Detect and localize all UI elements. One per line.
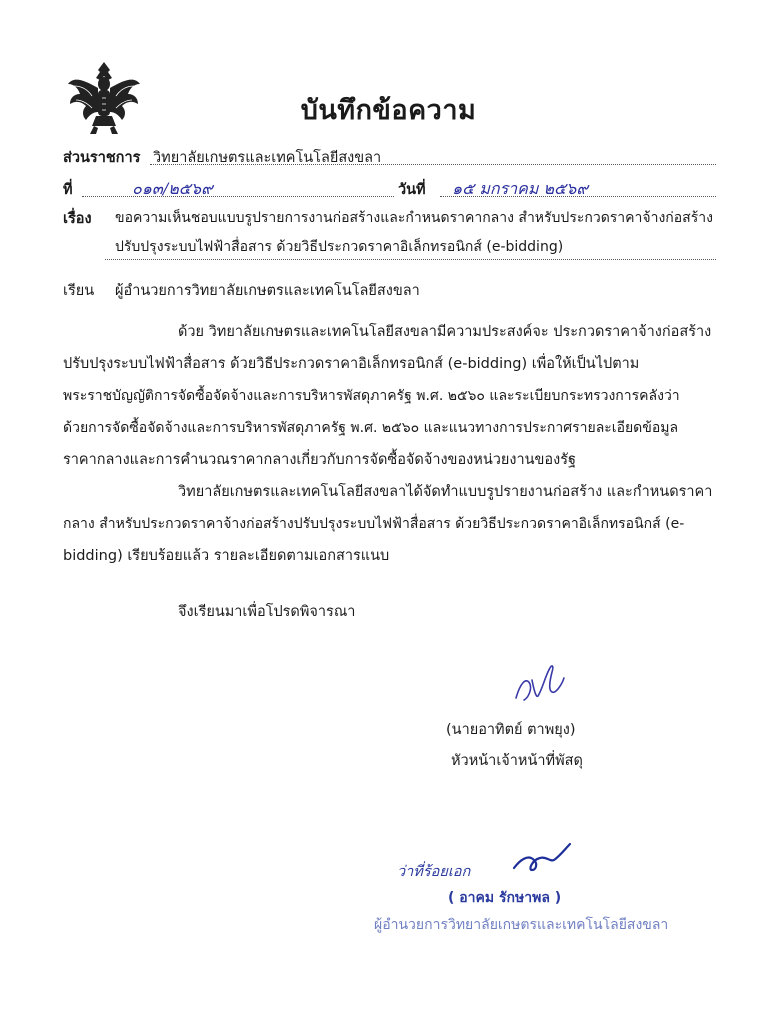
endorser-position: ผู้อำนวยการวิทยาลัยเกษตรและเทคโนโลยีสงขลา [374,917,669,933]
body-line: ด้วย วิทยาลัยเกษตรและเทคโนโลยีสงขลามีความประสงค์จะ ประกวดราคาจ้างก่อสร้าง [178,324,712,340]
date-label: วันที่ [398,182,426,198]
subject-line1: ขอความเห็นชอบแบบรูปรายการงานก่อสร้างและกำหนดราคากลาง สำหรับประกวดราคาจ้างก่อสร้าง [115,210,713,226]
ref-value: ๐๑๓/๒๕๖๙ [132,179,213,198]
endorser-rank: ว่าที่ร้อยเอก [397,864,471,880]
signature-1-icon [502,654,572,714]
ref-dotted-line [82,196,394,197]
body-line: พระราชบัญญัติการจัดซื้อจัดจ้างและการบริหารพัสดุภาครัฐ พ.ศ. ๒๕๖๐ และระเบียบกระทรวงการคลังว่า [63,388,680,404]
salutation-value: ผู้อำนวยการวิทยาลัยเกษตรและเทคโนโลยีสงขลา [115,283,420,299]
signature-2-icon [510,840,574,880]
signer1-name: (นายอาทิตย์ ตาพยุง) [446,722,576,738]
salutation-label: เรียน [63,283,95,299]
body-line: ราคากลางและการคำนวณราคากลางเกี่ยวกับการจัดซื้อจัดจ้างของหน่วยงานของรัฐ [63,452,576,468]
agency-label: ส่วนราชการ [63,150,141,166]
agency-dotted-line [150,164,716,165]
body-line: bidding) เรียบร้อยแล้ว รายละเอียดตามเอกสารแนบ [63,548,390,564]
date-value: ๑๕ มกราคม ๒๕๖๙ [452,179,589,198]
document-title: บันทึกข้อความ [300,95,477,126]
body-line: กลาง สำหรับประกวดราคาจ้างก่อสร้างปรับปรุงระบบไฟฟ้าสื่อสาร ด้วยวิธีประกวดราคาอิเล็กทรอนิกส์ (e- [63,516,685,532]
body-line: วิทยาลัยเกษตรและเทคโนโลยีสงขลาได้จัดทำแบบรูปรายงานก่อสร้าง และกำหนดราคา [178,484,713,500]
endorser-name: ( อาคม รักษาพล ) [448,890,562,906]
body-line: ด้วยการจัดซื้อจัดจ้างและการบริหารพัสดุภาครัฐ พ.ศ. ๒๕๖๐ และแนวทางการประกาศรายละเอียดข้อมูล [63,420,679,436]
signer1-position: หัวหน้าเจ้าหน้าที่พัสดุ [451,753,583,769]
date-dotted-line [440,196,716,197]
ref-label: ที่ [63,182,73,198]
agency-value: วิทยาลัยเกษตรและเทคโนโลยีสงขลา [153,150,382,166]
body-line: ปรับปรุงระบบไฟฟ้าสื่อสาร ด้วยวิธีประกวดราคาอิเล็กทรอนิกส์ (e-bidding) เพื่อให้เป็นไปตาม [63,356,640,372]
closing-text: จึงเรียนมาเพื่อโปรดพิจารณา [178,604,356,620]
subject-line2: ปรับปรุงระบบไฟฟ้าสื่อสาร ด้วยวิธีประกวดราคาอิเล็กทรอนิกส์ (e-bidding) [115,239,564,255]
subject-dotted-line [105,259,716,260]
subject-label: เรื่อง [63,211,92,227]
